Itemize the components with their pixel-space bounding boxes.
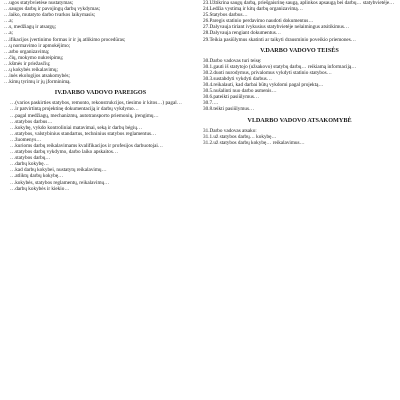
list-item: …ifikacijos įvertinimo formas ir ir jų atlikimo procedūras;	[4, 36, 126, 43]
clause: …kad darbų kokybei, nustatytų reikalavimų…	[10, 167, 107, 174]
list-item: …s, medžiagų ir atsargų;	[4, 24, 57, 31]
list-item: …ų normavimo ir apmokėjimo;	[4, 42, 71, 49]
clause: 30.4.reikalauti, kad darbai būtų vykdomi pagal projektą…	[203, 82, 324, 89]
section-heading-rights: V.DARBO VADOVO TEISĖS	[260, 46, 339, 54]
clause: …ir patvirtintą projektinę dokumentaciją ir darbų vykdymo…	[10, 106, 139, 113]
clause: 24.Ledžia vystimą ir kitų darbų organizavimą…	[203, 6, 303, 13]
clause: …(varios paskirties statybos, remonto, rekonstrukcijos, tiesimo ir kitos…) pagal…	[10, 100, 182, 107]
clause: …statybos, valstybinius standartus, techninius statybos reglamentus…	[10, 130, 157, 137]
clause: 30.3.sustabdyti vykdyti darbus…	[203, 75, 272, 82]
clause: 27.Dalyvauja tiriant ivykusius statybvietėje nelaimingus atsitikimus…	[203, 24, 350, 31]
clause: 30.8.teikti pasiūlymus…	[203, 106, 255, 113]
clause: …statybos darbų…	[10, 155, 51, 162]
list-item: …ugos statybvietėse nustatymas;	[4, 0, 74, 6]
clause: 30.6.pateikti pasiūlymus…	[203, 94, 260, 101]
list-item: …a;	[4, 18, 13, 25]
section-heading-duties: IV.DARBO VADOVO PAREIGOS	[54, 89, 147, 97]
clause: 31.1.už statybos darbų… kokybę…	[203, 133, 277, 140]
clause: …pagal medžiagų, mechanizmų, autotransporto priemonių, įrengimų…	[10, 112, 159, 119]
list-item: …kimų tyrimų ir jų įforminimą.	[4, 79, 71, 86]
left-column	[4, 0, 197, 400]
clause: 30.5.nušalinti nuo darbo asmenis…	[203, 88, 277, 95]
clause: 26.Paregis statinio perdavimo naudoti dokumentus…	[203, 18, 314, 25]
clause: …darbų kokybės ir kiekio…	[10, 185, 70, 192]
clause: 29.Teikia pasiūlymus skatinti ar taikyti drausminio poveikio priemones…	[203, 36, 356, 43]
clause: 23.Užtikrina saugų darbą, priešgaisrinę saugą, aplinkos apsaugą bei darbų… statybvietėje…	[203, 0, 395, 6]
clause: 30.7.…	[203, 100, 219, 107]
section-heading-responsibility: VI.DARBO VADOVO ATSAKOMYBĖ	[247, 116, 352, 124]
clause: 30.1.gauti iš statytojo (užsakovo) statybų darbų… reikiamą informaciją…	[203, 63, 357, 70]
list-item: …inės ekologijos atsakomybės;	[4, 73, 70, 80]
clause: …darbų kokybę…	[10, 161, 49, 168]
clause: …žuomenys…	[10, 136, 42, 143]
clause: …statybos darbų vykdymo, darbo laiko apskaitos…	[10, 149, 119, 156]
list-item: …laiko, mutatyto darbo tvarkos laikymasis;	[4, 12, 96, 19]
list-item: …saugos darbų ir pavojingų darbų vykdymas;	[4, 6, 101, 13]
clause: 31.2.už statybos darbų kokybę… reikalavimus…	[203, 139, 305, 146]
right-column	[203, 0, 396, 400]
clause: 25.Statybos darbus…	[203, 12, 248, 19]
clause: 31.Darbo vadovas atsako:	[203, 127, 257, 134]
list-item: …arbo organizavimą;	[4, 48, 50, 55]
clause: …statybos darbus…	[10, 118, 53, 125]
list-item: …a;	[4, 30, 13, 37]
list-item: …kšmės ir priežasčių;	[4, 60, 51, 67]
clause: 28.Dalyvauja rengiant dokumentus…	[203, 30, 281, 37]
clause: …atliktų darbų kokybę…	[10, 173, 64, 180]
list-item: …čių, mokymo nukreipimų;	[4, 54, 64, 61]
clause: …kokybės, statybos reglamentų, reikalavimų…	[10, 179, 110, 186]
list-item: …ų kokybės reikalavimų;	[4, 67, 58, 74]
clause: …kokybę, vykdo kontroliniai matavimai, seką ir darbų bėgių…	[10, 124, 143, 131]
clause: 30.Darbo vadovas turi teisę:	[203, 57, 262, 64]
clause: …kurioms darbų reikalavimams kvalifikacijos ir profesijos darbuotojai…	[10, 142, 163, 149]
clause: 30.2.duoti nurodymus, privalomus vykdyti statinio statybos…	[203, 69, 332, 76]
